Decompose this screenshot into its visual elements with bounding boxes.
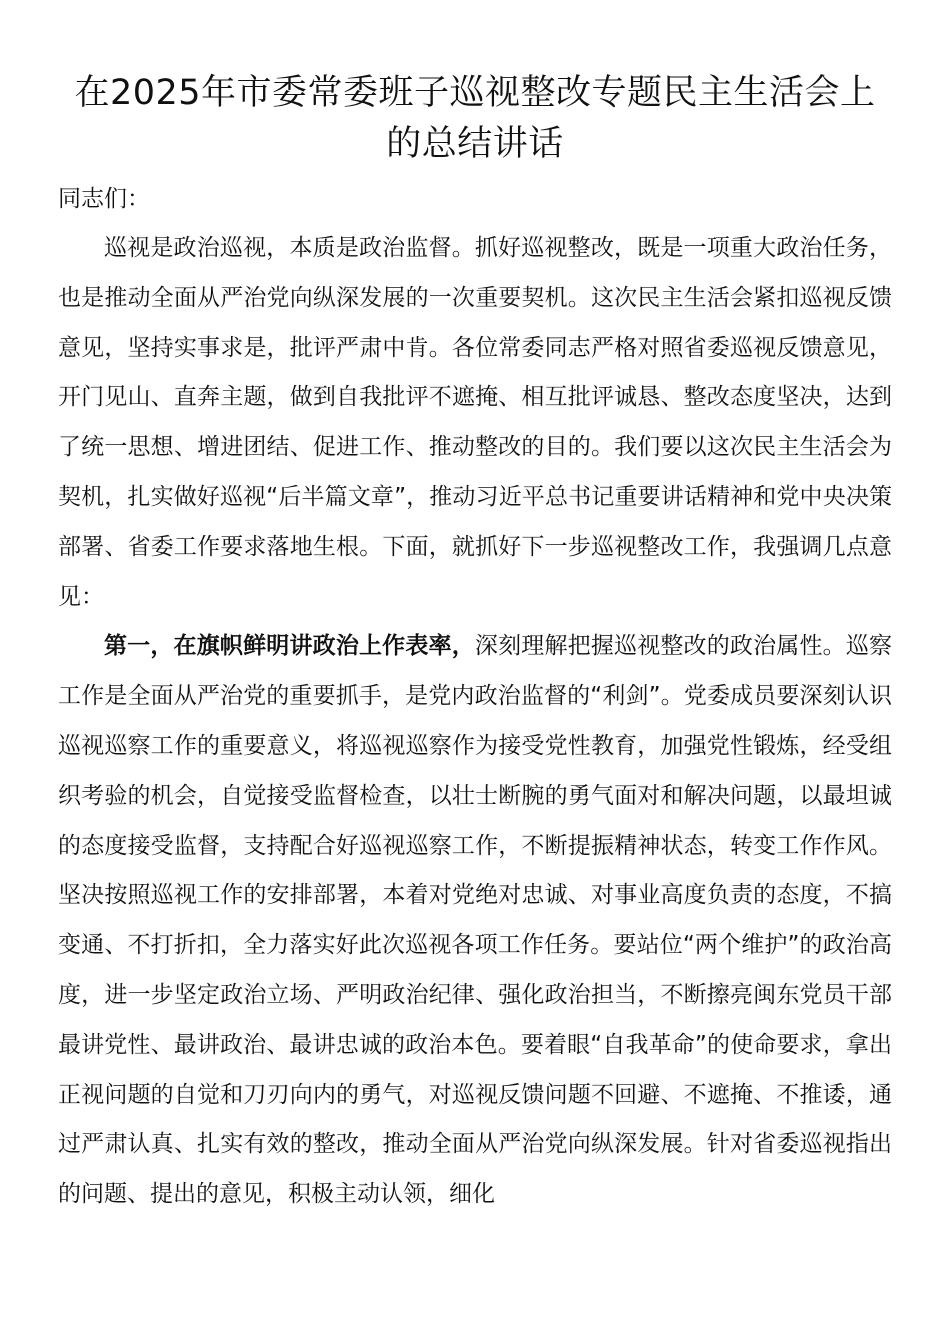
paragraph-first-point-text: 深刻理解把握巡视整改的政治属性。巡察工作是全面从严治党的重要抓手，是党内政治监督的“利剑”。党委成员要深刻认识巡视巡察工作的重要意义，将巡视巡察作为接受党性教育，加强党性锻炼，经受组织考验的机会，自觉接受监督检查，以壮士断腕的勇气面对和解决问题，以最坦诚的态度接受监督，支持配合好巡视巡察工作，不断提振精神状态，转变工作作风。坚决按照巡视工作的安排部署，本着对党绝对忠诚、对事业高度负责的态度，不搞变通、不打折扣，全力落实好此次巡视各项工作任务。要站位“两个维护”的政治高度，进一步坚定政治立场、严明政治纪律、强化政治担当，不断擦亮闽东党员干部最讲党性、最讲政治、最讲忠诚的政治本色。要着眼“自我革命”的使命要求，拿出正视问题的自觉和刀刃向内的勇气，对巡视反馈问题不回避、不遮掩、不推诿，通过严肃认真、扎实有效的整改，推动全面从严治党向纵深发展。针对省委巡视指出的问题、提出的意见，积极主动认领，细化 bbox=[58, 633, 893, 1208]
document-page bbox=[58, 68, 892, 1220]
paragraph-intro bbox=[58, 224, 892, 622]
document-title: 在2025年市委常委班子巡视整改专题民主生活会上的总结讲话 bbox=[74, 73, 876, 164]
paragraph-first-point bbox=[58, 622, 892, 1220]
salutation: 同志们： bbox=[58, 186, 150, 212]
paragraph-first-point-lead: 第一，在旗帜鲜明讲政治上作表率， bbox=[104, 633, 475, 660]
paragraph-intro-text: 巡视是政治巡视，本质是政治监督。抓好巡视整改，既是一项重大政治任务，也是推动全面从严治党向纵深发展的一次重要契机。这次民主生活会紧扣巡视反馈意见，坚持实事求是，批评严肃中肯。各位常委同志严格对照省委巡视反馈意见，开门见山、直奔主题，做到自我批评不遮掩、相互批评诚恳、整改态度坚决，达到了统一思想、增进团结、促进工作、推动整改的目的。我们要以这次民主生活会为契机，扎实做好巡视“后半篇文章”，推动习近平总书记重要讲话精神和党中央决策部署、省委工作要求落地生根。下面，就抓好下一步巡视整改工作，我强调几点意见： bbox=[58, 235, 892, 610]
